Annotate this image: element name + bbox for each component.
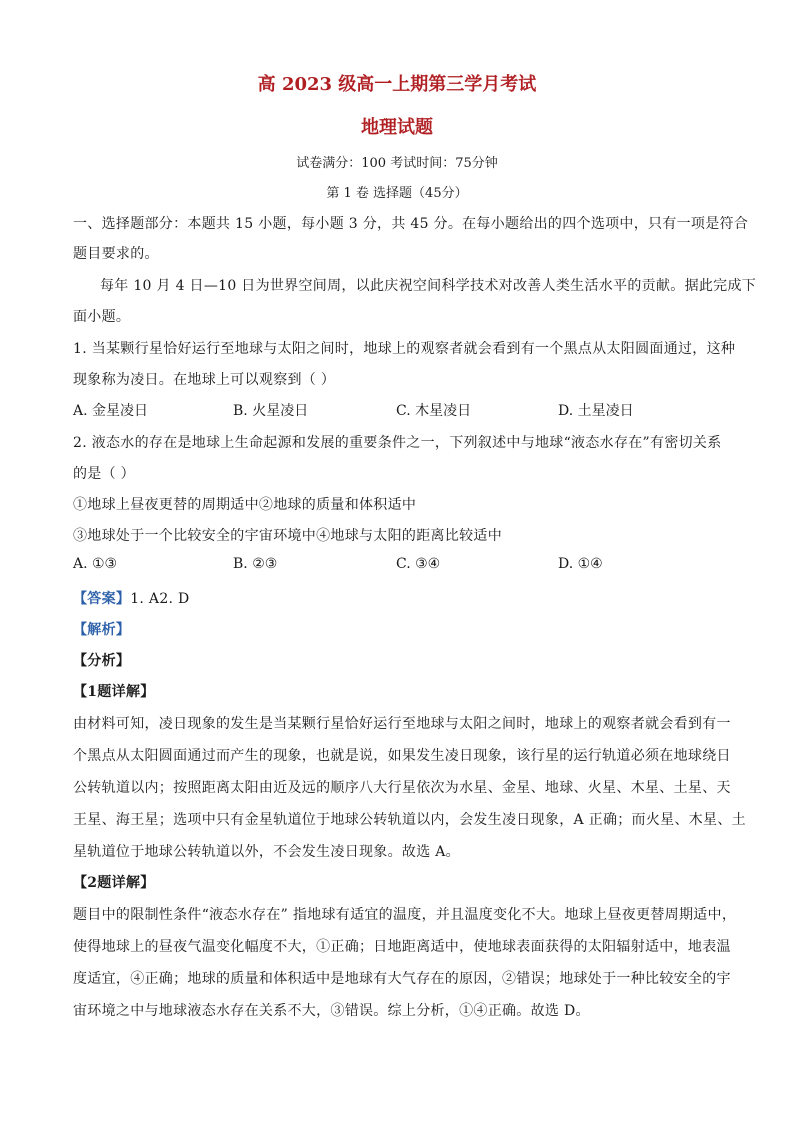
material-line: 面小题。 [73,309,131,325]
question-1-stem: 1. 当某颗行星恰好运行至地球与太阳之间时，地球上的观察者就会看到有一个黑点从太阳圆面通过，这种 [73,341,736,357]
instructions-line: 一、选择题部分：本题共 15 小题，每小题 3 分，共 45 分。在每小题给出的四个选项中，只有一项是符合 [73,216,749,232]
q1-option-b: B. 火星凌日 [233,403,309,419]
q2-option-b: B. ②③ [233,556,278,572]
exam-title: 高 2023 级高一上期第三学月考试 [257,74,537,95]
instructions-line: 题目要求的。 [73,246,159,262]
detail-2-label: 【2题详解】 [73,875,155,891]
q1-option-d: D. 土星凌日 [558,403,634,419]
question-2-statement: ①地球上昼夜更替的周期适中②地球的质量和体积适中 [73,497,417,513]
q1-option-c: C. 木星凌日 [396,403,472,419]
q2-option-a: A. ①③ [73,556,118,572]
detail-1-label: 【1题详解】 [73,684,155,700]
q2-option-d: D. ①④ [558,556,603,572]
fenxi-label: 【分析】 [73,653,131,669]
detail-1-line: 个黑点从太阳圆面通过而产生的现象，也就是说，如果发生凌日现象，该行星的运行轨道必须在地球绕日 [73,748,731,764]
question-2-stem: 2. 液态水的存在是地球上生命起源和发展的重要条件之一，下列叙述中与地球“液态水存在”有密切关系 [73,435,722,451]
detail-1-line: 王星、海王星；选项中只有金星轨道位于地球公转轨道以内，会发生凌日现象，A 正确；而火星、木星、土 [73,812,746,828]
question-2-statement: ③地球处于一个比较安全的宇宙环境中④地球与太阳的距离比较适中 [73,528,502,544]
detail-2-line: 使得地球上的昼夜气温变化幅度不大，①正确；日地距离适中，使地球表面获得的太阳辐射适中，地表温 [73,939,731,955]
answer-line [73,588,190,608]
q2-option-c: C. ③④ [396,556,441,572]
detail-2-line: 宙环境之中与地球液态水存在关系不大，③错误。综上分析，①④正确。故选 D。 [73,1003,590,1019]
analysis-label: 【解析】 [73,622,131,638]
detail-2-line: 题目中的限制性条件“液态水存在” 指地球有适宜的温度，并且温度变化不大。地球上昼夜更替周期适中， [73,907,737,923]
question-1-stem: 现象称为凌日。在地球上可以观察到（ ） [73,372,336,388]
material-line: 每年 10 月 4 日—10 日为世界空间周，以此庆祝空间科学技术对改善人类生活水平的贡献。据此完成下 [100,278,757,294]
answer-value: 1. A2. D [130,591,190,607]
detail-1-line: 星轨道位于地球公转轨道以外，不会发生凌日现象。故选 A。 [73,844,460,860]
volume-heading: 第 1 卷 选择题（45分） [326,186,468,201]
subject-title: 地理试题 [361,117,433,138]
detail-2-line: 度适宜，④正确；地球的质量和体积适中是地球有大气存在的原因，②错误；地球处于一种比较安全的宇 [73,971,731,987]
q1-option-a: A. 金星凌日 [73,403,149,419]
answer-label: 【答案】 [73,591,131,607]
exam-info: 试卷满分：100 考试时间：75分钟 [296,156,498,171]
question-2-stem: 的是（ ） [73,466,135,482]
detail-1-line: 由材料可知，凌日现象的发生是当某颗行星恰好运行至地球与太阳之间时，地球上的观察者就会看到有一 [73,716,731,732]
detail-1-line: 公转轨道以内；按照距离太阳由近及远的顺序八大行星依次为水星、金星、地球、火星、木星、土星、天 [73,780,731,796]
